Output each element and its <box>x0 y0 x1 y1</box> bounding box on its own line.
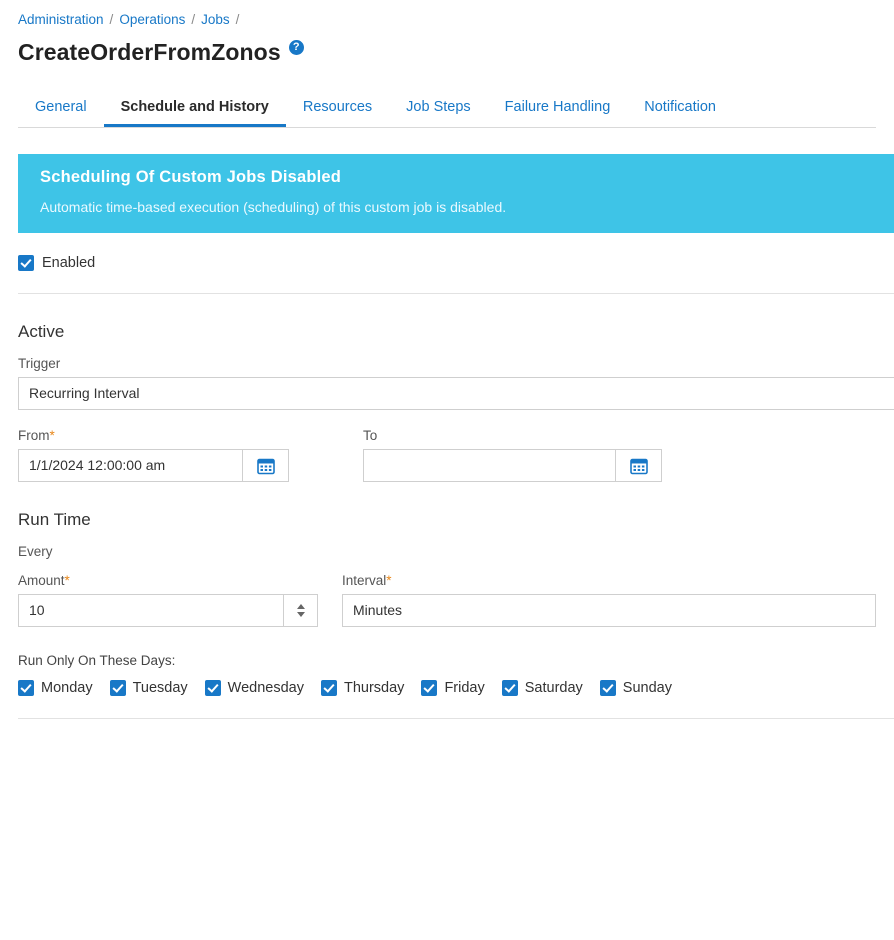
banner-text: Automatic time-based execution (scheduling) of this custom job is disabled. <box>40 199 507 215</box>
enabled-label: Enabled <box>42 255 96 271</box>
active-section-title: Active <box>18 322 65 341</box>
breadcrumb-separator-1: / <box>109 12 114 27</box>
to-label-text: To <box>363 428 378 443</box>
tuesday-checkbox[interactable] <box>110 680 126 696</box>
tab-resources[interactable]: Resources <box>302 99 373 115</box>
wednesday-label: Wednesday <box>227 680 304 696</box>
breadcrumb <box>18 0 876 27</box>
scheduling-disabled-banner <box>18 154 894 233</box>
breadcrumb-item-operations[interactable]: Operations <box>119 12 186 27</box>
tab-failure-handling[interactable]: Failure Handling <box>504 99 611 115</box>
sunday-label: Sunday <box>622 680 672 696</box>
thursday-label: Thursday <box>343 680 405 696</box>
page-title-row <box>18 39 876 66</box>
interval-field-group <box>342 573 876 627</box>
enabled-row <box>18 255 876 271</box>
amount-label <box>18 573 342 588</box>
to-calendar-icon[interactable] <box>616 449 662 482</box>
amount-interval-row <box>18 573 876 627</box>
from-to-row <box>18 428 876 482</box>
divider-2 <box>18 718 894 719</box>
from-date-group <box>18 449 363 482</box>
run-time-section-title: Run Time <box>18 510 91 529</box>
from-date-input[interactable]: 1/1/2024 12:00:00 am <box>18 449 243 482</box>
chevron-up-icon[interactable] <box>297 604 305 609</box>
every-label: Every <box>18 544 53 559</box>
divider-1 <box>18 293 894 294</box>
to-date-input[interactable] <box>363 449 616 482</box>
monday-checkbox[interactable] <box>18 680 34 696</box>
trigger-label: Trigger <box>18 356 61 371</box>
enabled-checkbox[interactable] <box>18 255 34 271</box>
monday-label: Monday <box>41 680 93 696</box>
tab-job-steps[interactable]: Job Steps <box>406 99 471 115</box>
trigger-select[interactable]: Recurring Interval <box>18 377 894 410</box>
breadcrumb-item-jobs[interactable]: Jobs <box>201 12 230 27</box>
page-title: CreateOrderFromZonos <box>18 39 281 65</box>
wednesday-checkbox[interactable] <box>205 680 221 696</box>
breadcrumb-separator-3: / <box>235 12 240 27</box>
from-field-group <box>18 428 363 482</box>
friday-label: Friday <box>444 680 485 696</box>
days-checkbox-row <box>18 680 876 696</box>
interval-select[interactable]: Minutes <box>342 594 876 627</box>
to-field-group <box>363 428 708 482</box>
from-calendar-icon[interactable] <box>243 449 289 482</box>
amount-field-group <box>18 573 342 627</box>
help-icon[interactable]: ? <box>289 40 304 55</box>
interval-label-text: Interval <box>342 573 387 588</box>
amount-required-marker: * <box>64 573 70 588</box>
to-label <box>363 428 708 443</box>
tab-bar <box>18 90 876 128</box>
amount-stepper-buttons[interactable] <box>283 594 318 627</box>
to-date-group <box>363 449 708 482</box>
day-checkbox-thursday[interactable] <box>321 680 404 696</box>
saturday-label: Saturday <box>524 680 583 696</box>
amount-stepper <box>18 594 342 627</box>
from-label-text: From <box>18 428 50 443</box>
run-only-days-label: Run Only On These Days: <box>18 653 176 668</box>
day-checkbox-saturday[interactable] <box>502 680 583 696</box>
from-label <box>18 428 363 443</box>
friday-checkbox[interactable] <box>421 680 437 696</box>
interval-required-marker: * <box>386 573 392 588</box>
day-checkbox-monday[interactable] <box>18 680 93 696</box>
interval-label <box>342 573 876 588</box>
day-checkbox-tuesday[interactable] <box>110 680 188 696</box>
thursday-checkbox[interactable] <box>321 680 337 696</box>
day-checkbox-wednesday[interactable] <box>205 680 304 696</box>
breadcrumb-item-administration[interactable]: Administration <box>18 12 104 27</box>
day-checkbox-friday[interactable] <box>421 680 484 696</box>
tab-notification[interactable]: Notification <box>644 99 716 115</box>
tab-schedule-and-history[interactable]: Schedule and History <box>104 89 286 127</box>
tuesday-label: Tuesday <box>132 680 188 696</box>
amount-label-text: Amount <box>18 573 65 588</box>
tab-general[interactable]: General <box>35 99 87 115</box>
chevron-down-icon[interactable] <box>297 612 305 617</box>
day-checkbox-sunday[interactable] <box>600 680 672 696</box>
saturday-checkbox[interactable] <box>502 680 518 696</box>
from-required-marker: * <box>49 428 55 443</box>
banner-title: Scheduling Of Custom Jobs Disabled <box>40 168 342 186</box>
breadcrumb-separator-2: / <box>191 12 196 27</box>
sunday-checkbox[interactable] <box>600 680 616 696</box>
amount-input[interactable]: 10 <box>18 594 283 627</box>
